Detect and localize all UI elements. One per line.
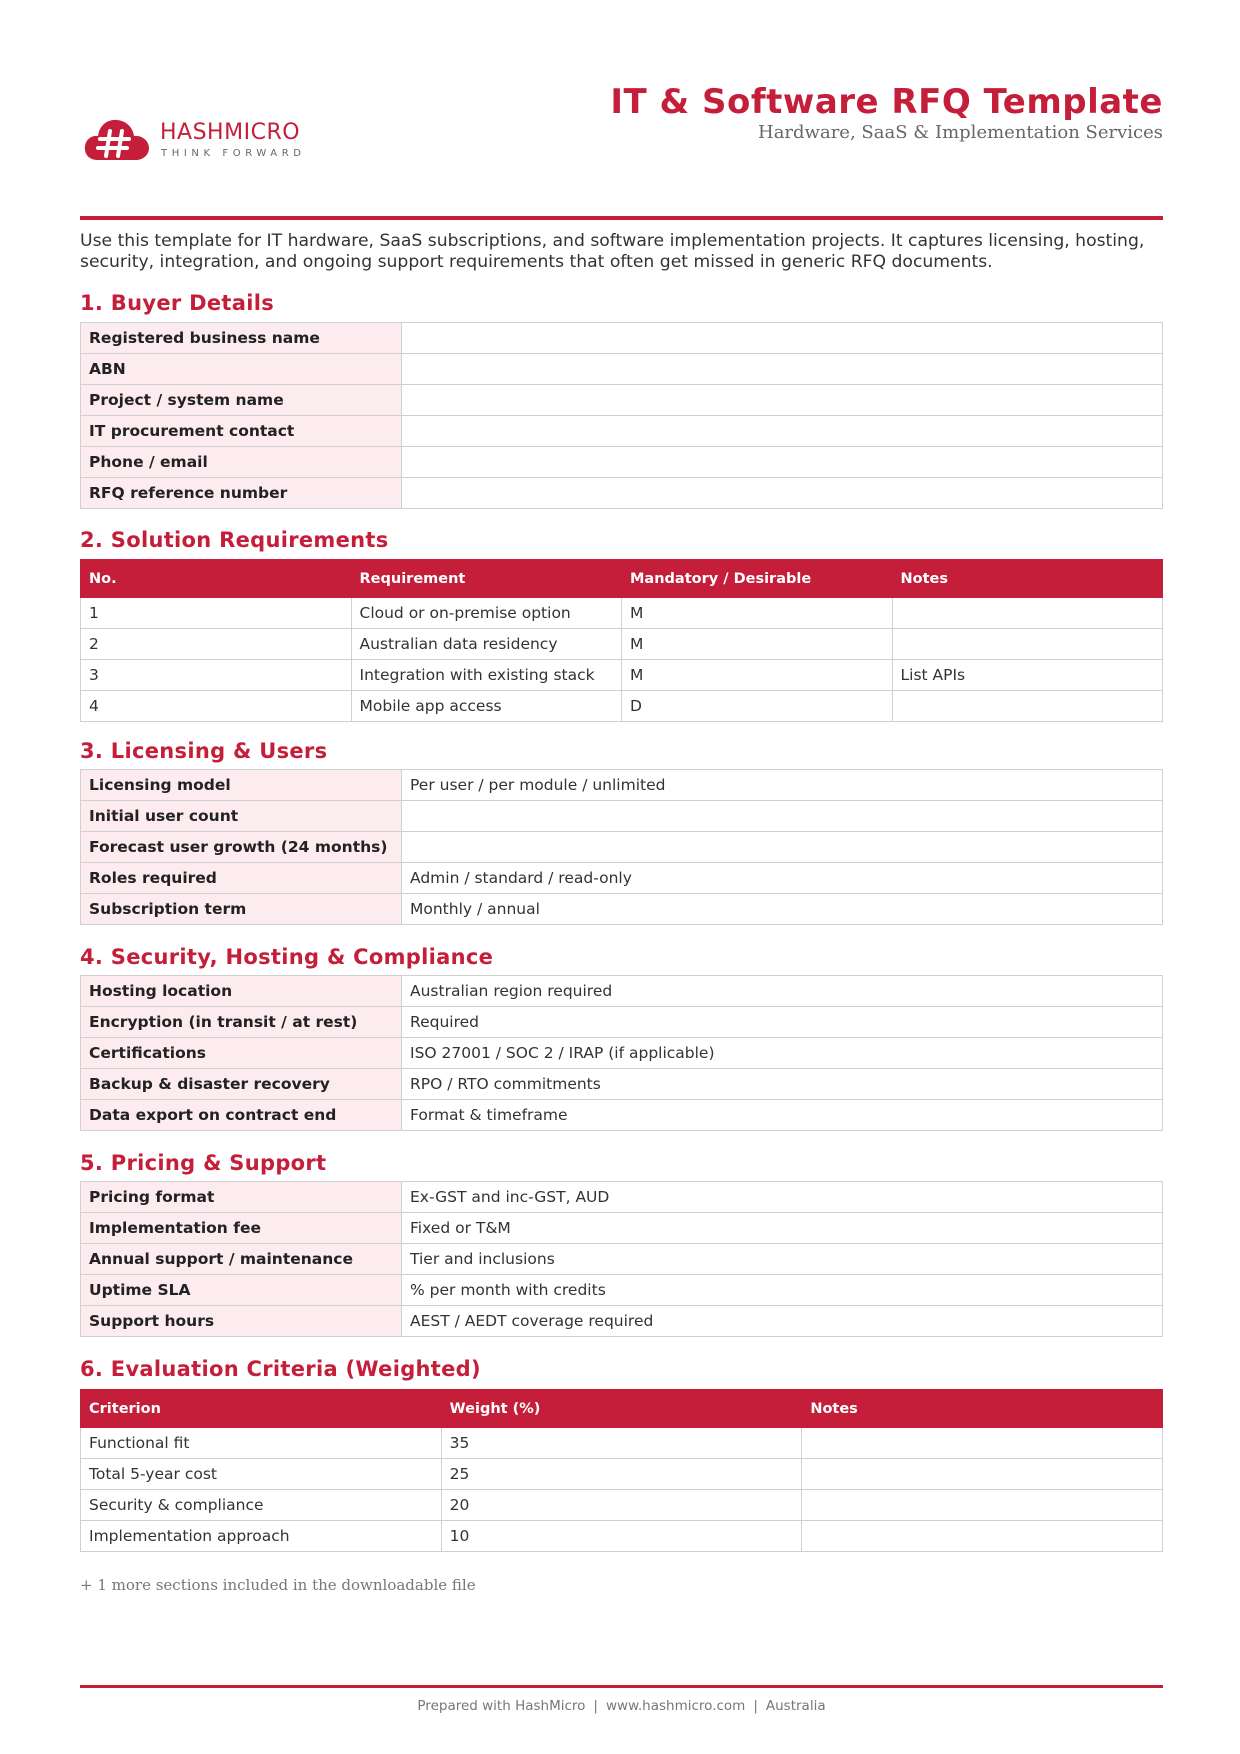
column-header: Requirement [351, 560, 622, 598]
company-logo [84, 116, 324, 166]
field-value[interactable] [402, 801, 1163, 832]
more-sections-note: + 1 more sections included in the downloadable file [80, 1576, 476, 1594]
field-value[interactable]: AEST / AEDT coverage required [402, 1306, 1163, 1337]
table-header-row [81, 560, 1163, 598]
table-cell: Total 5-year cost [81, 1459, 442, 1490]
table-row [81, 1428, 1163, 1459]
section-title-security-hosting: 4. Security, Hosting & Compliance [80, 945, 494, 969]
field-value[interactable]: Fixed or T&M [402, 1213, 1163, 1244]
table-row [81, 385, 1163, 416]
table-row [81, 1521, 1163, 1552]
brand-name: HASHMICRO [160, 120, 301, 145]
table-cell: Cloud or on-premise option [351, 598, 622, 629]
field-value[interactable] [402, 323, 1163, 354]
field-value[interactable]: Australian region required [402, 976, 1163, 1007]
table-cell[interactable] [802, 1521, 1163, 1552]
table-cell: Mobile app access [351, 691, 622, 722]
solution-requirements-table [80, 559, 1163, 722]
header-divider [80, 216, 1163, 220]
table-cell[interactable]: M [622, 598, 893, 629]
table-row [81, 478, 1163, 509]
field-value[interactable] [402, 447, 1163, 478]
table-cell[interactable] [802, 1428, 1163, 1459]
table-cell[interactable]: 10 [441, 1521, 802, 1552]
table-row [81, 1459, 1163, 1490]
field-label: IT procurement contact [81, 416, 402, 447]
table-cell[interactable]: 20 [441, 1490, 802, 1521]
table-cell[interactable] [892, 598, 1163, 629]
field-label: Backup & disaster recovery [81, 1069, 402, 1100]
table-row [81, 660, 1163, 691]
intro-paragraph: Use this template for IT hardware, SaaS subscriptions, and software implementation projects. It captures licensing, hosting, security, integration, and ongoing support requirements that often get missed in generic RFQ documents. [80, 231, 1145, 272]
table-row [81, 691, 1163, 722]
table-row [81, 1100, 1163, 1131]
field-label: RFQ reference number [81, 478, 402, 509]
table-cell[interactable]: M [622, 629, 893, 660]
table-cell[interactable] [892, 629, 1163, 660]
field-label: Uptime SLA [81, 1275, 402, 1306]
table-row [81, 1007, 1163, 1038]
field-label: Registered business name [81, 323, 402, 354]
table-row [81, 832, 1163, 863]
field-label: Hosting location [81, 976, 402, 1007]
table-row [81, 447, 1163, 478]
field-value[interactable]: Required [402, 1007, 1163, 1038]
table-header-row [81, 1390, 1163, 1428]
field-label: Phone / email [81, 447, 402, 478]
table-cell[interactable] [892, 691, 1163, 722]
field-value[interactable] [402, 478, 1163, 509]
field-label: Licensing model [81, 770, 402, 801]
footer-prepared-by: Prepared with HashMicro [417, 1698, 586, 1714]
section-title-solution-requirements: 2. Solution Requirements [80, 528, 389, 552]
field-label: Roles required [81, 863, 402, 894]
security-hosting-table [80, 975, 1163, 1131]
column-header: Criterion [81, 1390, 442, 1428]
field-label: Encryption (in transit / at rest) [81, 1007, 402, 1038]
column-header: Notes [892, 560, 1163, 598]
table-cell: Functional fit [81, 1428, 442, 1459]
document-header [80, 0, 1163, 220]
table-row [81, 1069, 1163, 1100]
table-row [81, 801, 1163, 832]
table-cell[interactable] [802, 1459, 1163, 1490]
table-row [81, 1490, 1163, 1521]
table-row [81, 1275, 1163, 1306]
table-cell[interactable]: List APIs [892, 660, 1163, 691]
field-label: Pricing format [81, 1182, 402, 1213]
table-row [81, 1244, 1163, 1275]
field-value[interactable]: Per user / per module / unlimited [402, 770, 1163, 801]
table-cell: 2 [81, 629, 352, 660]
field-value[interactable]: ISO 27001 / SOC 2 / IRAP (if applicable) [402, 1038, 1163, 1069]
footer-country: Australia [765, 1698, 826, 1714]
table-row [81, 894, 1163, 925]
field-value[interactable]: Monthly / annual [402, 894, 1163, 925]
section-title-pricing-support: 5. Pricing & Support [80, 1151, 327, 1175]
field-value[interactable]: RPO / RTO commitments [402, 1069, 1163, 1100]
field-value[interactable] [402, 416, 1163, 447]
table-cell: Implementation approach [81, 1521, 442, 1552]
table-row [81, 1213, 1163, 1244]
field-label: Initial user count [81, 801, 402, 832]
field-label: Certifications [81, 1038, 402, 1069]
table-row [81, 976, 1163, 1007]
field-label: Forecast user growth (24 months) [81, 832, 402, 863]
field-label: Support hours [81, 1306, 402, 1337]
section-title-licensing-users: 3. Licensing & Users [80, 739, 328, 763]
document-subtitle: Hardware, SaaS & Implementation Services [758, 122, 1163, 143]
table-cell: 1 [81, 598, 352, 629]
field-value[interactable]: Admin / standard / read-only [402, 863, 1163, 894]
field-label: Project / system name [81, 385, 402, 416]
field-value[interactable] [402, 385, 1163, 416]
field-label: Subscription term [81, 894, 402, 925]
table-cell[interactable] [802, 1490, 1163, 1521]
table-cell: 4 [81, 691, 352, 722]
field-label: Data export on contract end [81, 1100, 402, 1131]
table-cell[interactable]: 25 [441, 1459, 802, 1490]
field-value[interactable]: Ex-GST and inc-GST, AUD [402, 1182, 1163, 1213]
footer-separator: | [753, 1698, 758, 1714]
evaluation-criteria-table [80, 1389, 1163, 1552]
field-label: ABN [81, 354, 402, 385]
field-value[interactable] [402, 832, 1163, 863]
field-value[interactable] [402, 354, 1163, 385]
footer-divider [80, 1685, 1163, 1688]
table-cell: Australian data residency [351, 629, 622, 660]
table-row [81, 354, 1163, 385]
table-row [81, 770, 1163, 801]
table-row [81, 1038, 1163, 1069]
table-cell[interactable]: M [622, 660, 893, 691]
field-label: Annual support / maintenance [81, 1244, 402, 1275]
pricing-support-table [80, 1181, 1163, 1337]
section-title-evaluation-criteria: 6. Evaluation Criteria (Weighted) [80, 1357, 481, 1381]
footer-website-link[interactable]: www.hashmicro.com [605, 1698, 746, 1714]
licensing-users-table [80, 769, 1163, 925]
table-row [81, 1306, 1163, 1337]
column-header: Notes [802, 1390, 1163, 1428]
table-cell: Security & compliance [81, 1490, 442, 1521]
column-header: Mandatory / Desirable [622, 560, 893, 598]
table-row [81, 629, 1163, 660]
cloud-hash-logo-icon [84, 116, 150, 162]
table-row [81, 323, 1163, 354]
buyer-details-table [80, 322, 1163, 509]
table-row [81, 598, 1163, 629]
document-title: IT & Software RFQ Template [610, 82, 1163, 122]
field-value[interactable]: Format & timeframe [402, 1100, 1163, 1131]
field-value[interactable]: Tier and inclusions [402, 1244, 1163, 1275]
table-row [81, 1182, 1163, 1213]
table-row [81, 416, 1163, 447]
brand-tagline: THINK FORWARD [161, 148, 306, 159]
footer-separator: | [593, 1698, 598, 1714]
table-row [81, 863, 1163, 894]
column-header: No. [81, 560, 352, 598]
table-cell[interactable]: D [622, 691, 893, 722]
table-cell: 3 [81, 660, 352, 691]
field-label: Implementation fee [81, 1213, 402, 1244]
page-footer [80, 1698, 1163, 1714]
table-cell: Integration with existing stack [351, 660, 622, 691]
section-title-buyer-details: 1. Buyer Details [80, 291, 275, 315]
table-cell[interactable]: 35 [441, 1428, 802, 1459]
field-value[interactable]: % per month with credits [402, 1275, 1163, 1306]
column-header: Weight (%) [441, 1390, 802, 1428]
